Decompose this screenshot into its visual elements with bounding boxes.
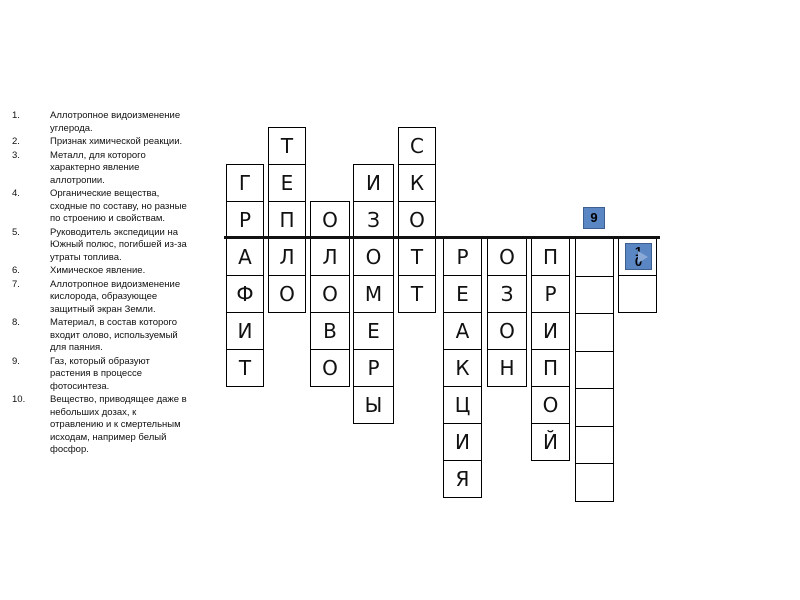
crossword-cell-1-6[interactable]: Т: [226, 349, 264, 387]
clue-number: 9.: [12, 355, 20, 367]
crossword-cell-6-7[interactable]: Я: [443, 460, 482, 498]
crossword-cell-8-2[interactable]: Р: [531, 275, 570, 313]
clue-text: Вещество, приводящее даже в небольших дозах, к отравлению и к смертельным исходам, например белый фосфор.: [50, 394, 187, 455]
crossword-cell-8-3[interactable]: И: [531, 312, 570, 350]
clue-text: Признак химической реакции.: [50, 136, 183, 147]
clue-number: 4.: [12, 188, 20, 199]
clue-number: 7.: [12, 278, 20, 290]
crossword-cell-3-2[interactable]: Л: [310, 238, 350, 276]
clue-text: Химическое явление.: [50, 265, 146, 276]
marker-10[interactable]: [625, 243, 652, 270]
marker-9-label: 9: [590, 210, 598, 225]
crossword-cell-1-1[interactable]: Г: [226, 164, 264, 202]
marker-9[interactable]: [583, 207, 605, 229]
crossword-cell-9-6[interactable]: [575, 426, 614, 465]
crossword-cell-4-3[interactable]: О: [353, 238, 394, 276]
marker-10-label: 10: [634, 243, 643, 269]
clue-number: 5.: [12, 226, 20, 238]
crossword-cell-9-5[interactable]: [575, 388, 614, 427]
crossword-cell-7-1[interactable]: О: [487, 238, 527, 276]
clue-text: Газ, который образуют растения в процессе фотосинтеза.: [50, 355, 150, 392]
crossword-cell-6-1[interactable]: Р: [443, 238, 482, 276]
crossword-cell-8-1[interactable]: П: [531, 238, 570, 276]
play-icon: [638, 251, 648, 263]
crossword-cell-2-2[interactable]: Е: [268, 164, 306, 202]
clue-text: Аллотропное видоизменение углерода.: [50, 110, 181, 134]
clue-text: Металл, для которого характерно явление аллотропии.: [50, 149, 146, 186]
crossword-cell-9-4[interactable]: [575, 351, 614, 390]
clue-number: 3.: [12, 149, 20, 161]
clue-number: 8.: [12, 317, 20, 328]
crossword-cell-6-5[interactable]: Ц: [443, 386, 482, 424]
keyword-row-line: [224, 236, 660, 239]
crossword-cell-3-3[interactable]: О: [310, 275, 350, 313]
crossword-cell-1-4[interactable]: Ф: [226, 275, 264, 313]
crossword-cell-4-4[interactable]: М: [353, 275, 394, 313]
crossword-cell-3-5[interactable]: О: [310, 349, 350, 387]
crossword-cell-2-5[interactable]: О: [268, 275, 306, 313]
crossword-cell-3-4[interactable]: В: [310, 312, 350, 350]
crossword-cell-5-5[interactable]: Т: [398, 275, 436, 313]
crossword-cell-4-1[interactable]: И: [353, 164, 394, 202]
crossword-cell-2-4[interactable]: Л: [268, 238, 306, 276]
crossword-cell-8-5[interactable]: О: [531, 386, 570, 424]
clue-text: Аллотропное видоизменение кислорода, образующее защитный экран Земли.: [50, 278, 181, 315]
crossword-cell-2-1[interactable]: Т: [268, 127, 306, 165]
crossword-cell-5-3[interactable]: О: [398, 201, 436, 239]
crossword-cell-7-3[interactable]: О: [487, 312, 527, 350]
crossword-cell-7-4[interactable]: Н: [487, 349, 527, 387]
crossword-cell-9-3[interactable]: [575, 313, 614, 352]
clue-text: Органические вещества, сходные по составу, но разные по строению и свойствам.: [50, 188, 187, 224]
clue-text: Материал, в состав которого входит олово, используемый для паяния.: [50, 317, 178, 353]
crossword-cell-9-7[interactable]: [575, 463, 614, 502]
crossword-cell-6-3[interactable]: А: [443, 312, 482, 350]
crossword-cell-5-4[interactable]: Т: [398, 238, 436, 276]
crossword-cell-2-3[interactable]: П: [268, 201, 306, 239]
crossword-cell-1-3[interactable]: А: [226, 238, 264, 276]
crossword-cell-6-6[interactable]: И: [443, 423, 482, 461]
crossword-cell-4-2[interactable]: З: [353, 201, 394, 239]
crossword-cell-3-1[interactable]: О: [310, 201, 350, 239]
clue-number: 6.: [12, 265, 20, 276]
crossword-cell-6-2[interactable]: Е: [443, 275, 482, 313]
crossword-cell-1-2[interactable]: Р: [226, 201, 264, 239]
crossword-cell-5-2[interactable]: К: [398, 164, 436, 202]
crossword-cell-7-2[interactable]: З: [487, 275, 527, 313]
crossword-cell-4-6[interactable]: Р: [353, 349, 394, 387]
crossword-cell-4-5[interactable]: Е: [353, 312, 394, 350]
crossword-cell-1-5[interactable]: И: [226, 312, 264, 350]
clue-number: 1.: [12, 110, 20, 121]
clue-number: 10.: [12, 394, 26, 405]
crossword-cell-8-6[interactable]: Й: [531, 423, 570, 461]
crossword-cell-5-1[interactable]: С: [398, 127, 436, 165]
crossword-cell-8-4[interactable]: П: [531, 349, 570, 387]
clue-number: 2.: [12, 136, 20, 147]
crossword-cell-10-2[interactable]: [618, 275, 657, 313]
crossword-cell-4-7[interactable]: Ы: [353, 386, 394, 424]
clue-text: Руководитель экспедиции на Южный полюс, погибшей из-за утраты топлива.: [50, 226, 187, 263]
crossword-cell-9-2[interactable]: [575, 276, 614, 315]
crossword-cell-9-1[interactable]: [575, 238, 614, 277]
crossword-cell-6-4[interactable]: К: [443, 349, 482, 387]
